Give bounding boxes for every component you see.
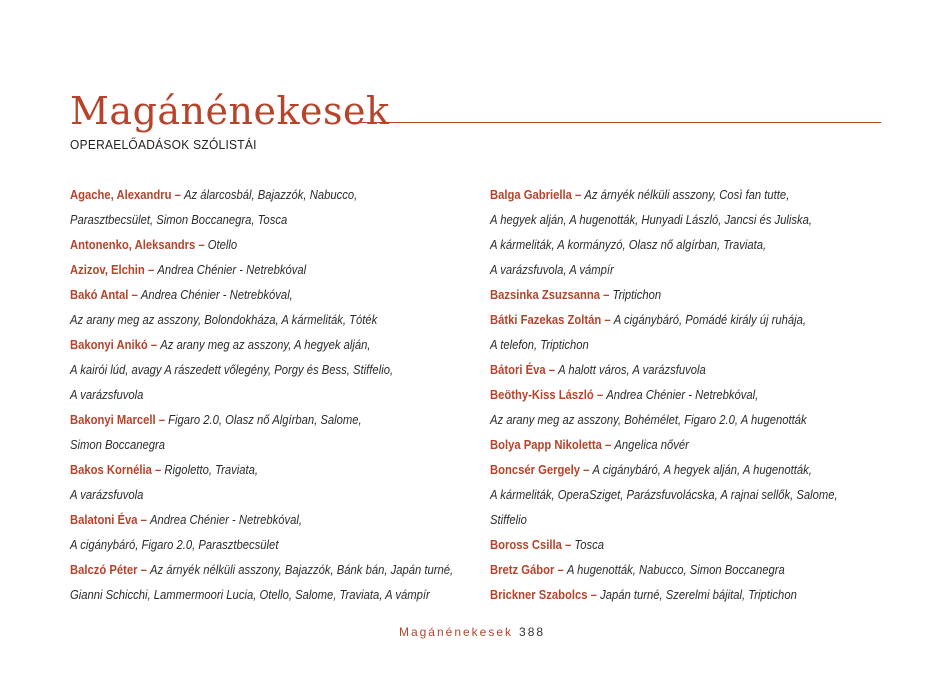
soloist-name: Balczó Péter	[70, 563, 138, 577]
performance-list: Parasztbecsület, Simon Boccanegra, Tosca	[70, 213, 288, 227]
footer-section-label: Magánénekesek	[398, 625, 514, 639]
name-separator: –	[554, 563, 567, 577]
soloist-name: Bretz Gábor	[490, 563, 555, 577]
soloist-name: Agache, Alexandru	[70, 188, 172, 202]
list-item	[70, 583, 457, 608]
performance-list: Stiffelio	[490, 513, 527, 527]
name-separator: –	[128, 288, 141, 302]
performance-list: A hegyek alján, A hugenották, Hunyadi László, Jancsi és Juliska,	[490, 213, 813, 227]
title-divider	[352, 122, 881, 123]
list-item	[490, 183, 877, 208]
list-item	[490, 383, 877, 408]
list-item	[490, 233, 877, 258]
performance-list: Az árnyék nélküli asszony, Bajazzók, Bánk bán, Japán turné,	[150, 563, 454, 577]
list-item	[70, 208, 457, 233]
soloist-name: Bakos Kornélia	[70, 463, 152, 477]
performance-list: Simon Boccanegra	[70, 438, 166, 452]
list-item	[70, 433, 457, 458]
list-item	[70, 258, 457, 283]
list-item	[490, 258, 877, 283]
performance-list: Figaro 2.0, Olasz nő Algírban, Salome,	[168, 413, 362, 427]
performance-list: Az arany meg az asszony, Bohémélet, Figaro 2.0, A hugenották	[490, 413, 807, 427]
name-separator: –	[155, 413, 169, 427]
performance-list: A varázsfuvola	[70, 388, 144, 402]
page-title: Magánénekesek	[70, 89, 390, 133]
list-item	[70, 383, 457, 408]
performance-list: A cigánybáró, A hegyek alján, A hugenották,	[592, 463, 812, 477]
page-number: 388	[519, 625, 546, 639]
performance-list: Otello	[207, 238, 238, 252]
list-item	[490, 433, 877, 458]
name-separator: –	[587, 588, 601, 602]
soloist-name: Antonenko, Aleksandrs	[70, 238, 196, 252]
list-item	[70, 233, 457, 258]
performance-list: Az arany meg az asszony, A hegyek alján,	[160, 338, 371, 352]
performance-list: Rigoletto, Traviata,	[164, 463, 259, 477]
performance-list: A kármeliták, OperaSziget, Parázsfuvolácska, A rajnai sellők, Salome,	[490, 488, 838, 502]
list-item	[70, 533, 457, 558]
soloist-name: Bakonyi Marcell	[70, 413, 156, 427]
performance-list: Andrea Chénier - Netrebkóval,	[606, 388, 759, 402]
soloist-name: Brickner Szabolcs	[490, 588, 588, 602]
page-subtitle: OPERAELŐADÁSOK SZÓLISTÁI	[70, 137, 257, 152]
list-item	[490, 358, 877, 383]
name-separator: –	[144, 263, 158, 277]
list-item	[490, 308, 877, 333]
list-item	[490, 408, 877, 433]
performance-list: A cigánybáró, Pomádé király új ruhája,	[613, 313, 806, 327]
list-item	[70, 483, 457, 508]
list-item	[490, 333, 877, 358]
name-separator: –	[571, 188, 585, 202]
performance-list: A halott város, A varázsfuvola	[558, 363, 706, 377]
performance-list: Tosca	[574, 538, 605, 552]
performance-list: A kármeliták, A kormányzó, Olasz nő algírban, Traviata,	[490, 238, 767, 252]
soloist-name: Bátki Fazekas Zoltán	[490, 313, 602, 327]
soloist-name: Bolya Papp Nikoletta	[490, 438, 602, 452]
performance-list: Andrea Chénier - Netrebkóval	[157, 263, 307, 277]
name-separator: –	[601, 438, 615, 452]
list-item	[70, 183, 457, 208]
performance-list: A varázsfuvola	[70, 488, 144, 502]
soloist-name: Boross Csilla	[490, 538, 562, 552]
performance-list: A varázsfuvola, A vámpír	[490, 263, 614, 277]
performance-list: Triptichon	[612, 288, 662, 302]
list-item	[490, 283, 877, 308]
soloist-name: Balga Gabriella	[490, 188, 572, 202]
list-item	[490, 558, 877, 583]
performance-list: Angelica nővér	[614, 438, 689, 452]
name-separator: –	[151, 463, 165, 477]
soloist-name: Bakonyi Anikó	[70, 338, 148, 352]
name-separator: –	[137, 513, 151, 527]
soloist-name: Beöthy-Kiss László	[490, 388, 594, 402]
name-separator: –	[601, 313, 614, 327]
list-item	[70, 358, 457, 383]
performance-list: Andrea Chénier - Netrebkóval,	[150, 513, 303, 527]
performance-list: Gianni Schicchi, Lammermoori Lucia, Otello, Salome, Traviata, A vámpír	[70, 588, 430, 602]
list-item	[490, 483, 877, 508]
performance-list: A telefon, Triptichon	[490, 338, 589, 352]
name-separator: –	[580, 463, 593, 477]
name-separator: –	[561, 538, 575, 552]
soloist-name: Bazsinka Zsuzsanna	[490, 288, 601, 302]
name-separator: –	[600, 288, 613, 302]
list-item	[70, 333, 457, 358]
soloist-column-right	[490, 183, 920, 608]
list-item	[490, 508, 877, 533]
name-separator: –	[593, 388, 607, 402]
list-item	[490, 533, 877, 558]
name-separator: –	[545, 363, 559, 377]
list-item	[70, 558, 457, 583]
name-separator: –	[195, 238, 208, 252]
soloist-column-left	[70, 183, 500, 608]
soloist-name: Bátori Éva	[490, 363, 546, 377]
list-item	[70, 458, 457, 483]
performance-list: Andrea Chénier - Netrebkóval,	[140, 288, 293, 302]
soloist-name: Balatoni Éva	[70, 513, 138, 527]
page-footer	[0, 625, 944, 639]
performance-list: Japán turné, Szerelmi bájital, Triptichon	[600, 588, 797, 602]
name-separator: –	[147, 338, 161, 352]
name-separator: –	[171, 188, 185, 202]
performance-list: A kairói lúd, avagy A rászedett vőlegény, Porgy és Bess, Stiffelio,	[70, 363, 394, 377]
list-item	[490, 458, 877, 483]
soloist-name: Boncsér Gergely	[490, 463, 581, 477]
list-item	[70, 283, 457, 308]
performance-list: Az álarcosbál, Bajazzók, Nabucco,	[184, 188, 358, 202]
performance-list: A cigánybáró, Figaro 2.0, Parasztbecsület	[70, 538, 279, 552]
list-item	[70, 308, 457, 333]
list-item	[490, 583, 877, 608]
performance-list: A hugenották, Nabucco, Simon Boccanegra	[566, 563, 785, 577]
name-separator: –	[137, 563, 151, 577]
performance-list: Az arany meg az asszony, Bolondokháza, A kármeliták, Tóték	[70, 313, 378, 327]
list-item	[490, 208, 877, 233]
soloist-name: Azizov, Elchin	[70, 263, 145, 277]
list-item	[70, 408, 457, 433]
list-item	[70, 508, 457, 533]
soloist-name: Bakó Antal	[70, 288, 129, 302]
performance-list: Az árnyék nélküli asszony, Così fan tutte,	[584, 188, 790, 202]
